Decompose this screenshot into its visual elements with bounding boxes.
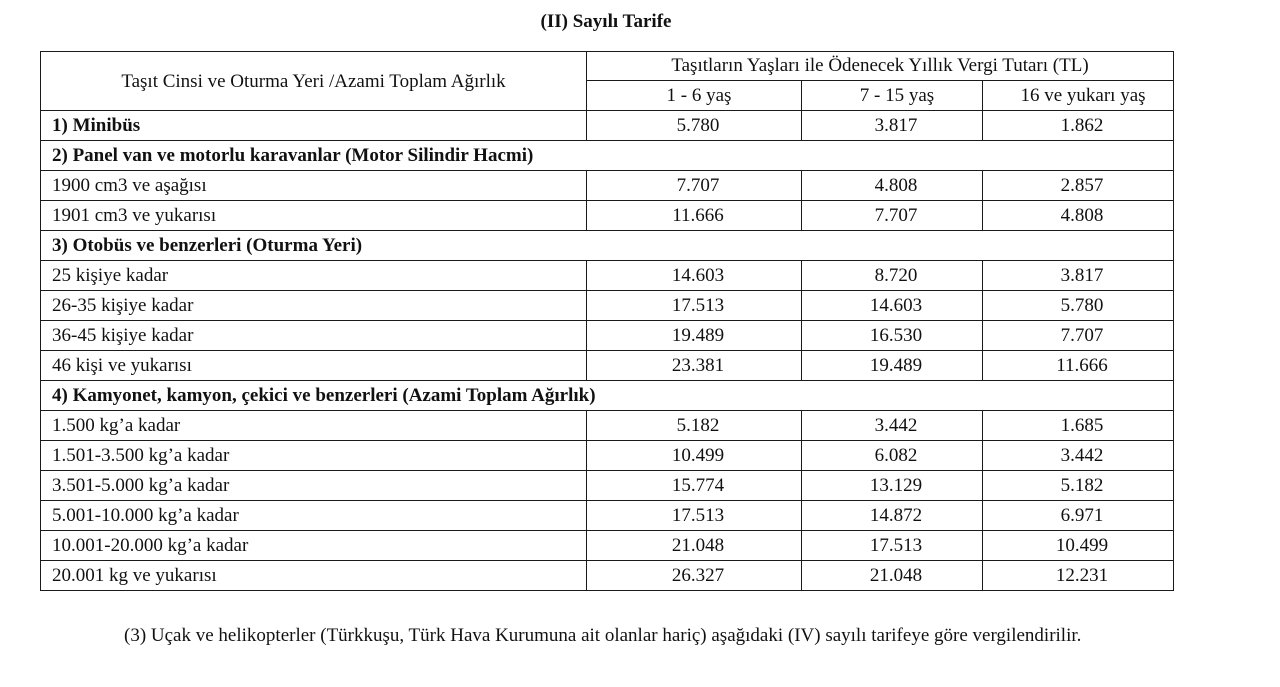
header-age-16-plus: 16 ve yukarı yaş — [983, 81, 1174, 111]
value-16-plus: 11.666 — [983, 351, 1174, 381]
value-16-plus: 1.862 — [983, 111, 1174, 141]
value-1-6: 19.489 — [587, 321, 802, 351]
header-tax-amount-group: Taşıtların Yaşları ile Ödenecek Yıllık Vergi Tutarı (TL) — [587, 52, 1174, 81]
header-age-7-15: 7 - 15 yaş — [802, 81, 983, 111]
value-1-6: 10.499 — [587, 441, 802, 471]
row-label: 26-35 kişiye kadar — [41, 291, 587, 321]
value-1-6: 26.327 — [587, 561, 802, 591]
table-row — [41, 411, 1174, 441]
value-7-15: 14.603 — [802, 291, 983, 321]
value-16-plus: 4.808 — [983, 201, 1174, 231]
value-1-6: 5.182 — [587, 411, 802, 441]
section-heading: 3) Otobüs ve benzerleri (Oturma Yeri) — [41, 231, 1174, 261]
value-1-6: 11.666 — [587, 201, 802, 231]
footnote-paragraph: (3) Uçak ve helikopterler (Türkkuşu, Türk Hava Kurumuna ait olanlar hariç) aşağıdaki (IV) sayılı tarifeye göre vergilendirilir. — [124, 625, 1082, 646]
value-1-6: 17.513 — [587, 291, 802, 321]
table-row — [41, 261, 1174, 291]
row-label: 10.001-20.000 kg’a kadar — [41, 531, 587, 561]
section-heading: 2) Panel van ve motorlu karavanlar (Motor Silindir Hacmi) — [41, 141, 1174, 171]
table-row — [41, 201, 1174, 231]
section-row — [41, 141, 1174, 171]
page-title: (II) Sayılı Tarife — [540, 11, 672, 32]
row-label: 1.500 kg’a kadar — [41, 411, 587, 441]
row-label: 1901 cm3 ve yukarısı — [41, 201, 587, 231]
table-row — [41, 501, 1174, 531]
value-7-15: 6.082 — [802, 441, 983, 471]
section-row — [41, 381, 1174, 411]
table-row — [41, 531, 1174, 561]
table-row — [41, 291, 1174, 321]
table-row — [41, 351, 1174, 381]
value-1-6: 17.513 — [587, 501, 802, 531]
table-row — [41, 441, 1174, 471]
header-age-1-6: 1 - 6 yaş — [587, 81, 802, 111]
value-16-plus: 3.817 — [983, 261, 1174, 291]
value-16-plus: 2.857 — [983, 171, 1174, 201]
table-row — [41, 471, 1174, 501]
value-16-plus: 10.499 — [983, 531, 1174, 561]
value-1-6: 23.381 — [587, 351, 802, 381]
row-label: 1.501-3.500 kg’a kadar — [41, 441, 587, 471]
value-7-15: 16.530 — [802, 321, 983, 351]
row-label: 20.001 kg ve yukarısı — [41, 561, 587, 591]
value-7-15: 21.048 — [802, 561, 983, 591]
tariff-body — [41, 111, 1174, 591]
value-16-plus: 3.442 — [983, 441, 1174, 471]
row-label: 36-45 kişiye kadar — [41, 321, 587, 351]
value-7-15: 4.808 — [802, 171, 983, 201]
value-16-plus: 5.182 — [983, 471, 1174, 501]
table-row — [41, 171, 1174, 201]
value-16-plus: 7.707 — [983, 321, 1174, 351]
value-7-15: 3.817 — [802, 111, 983, 141]
value-1-6: 15.774 — [587, 471, 802, 501]
tariff-table — [40, 51, 1174, 591]
value-16-plus: 1.685 — [983, 411, 1174, 441]
row-label: 1900 cm3 ve aşağısı — [41, 171, 587, 201]
row-label: 46 kişi ve yukarısı — [41, 351, 587, 381]
header-vehicle-type: Taşıt Cinsi ve Oturma Yeri /Azami Toplam Ağırlık — [41, 52, 587, 111]
value-1-6: 21.048 — [587, 531, 802, 561]
value-7-15: 14.872 — [802, 501, 983, 531]
value-16-plus: 6.971 — [983, 501, 1174, 531]
value-7-15: 13.129 — [802, 471, 983, 501]
row-label: 25 kişiye kadar — [41, 261, 587, 291]
header-row-group — [41, 52, 1174, 81]
table-row — [41, 321, 1174, 351]
value-1-6: 7.707 — [587, 171, 802, 201]
row-label: 3.501-5.000 kg’a kadar — [41, 471, 587, 501]
table-row — [41, 111, 1174, 141]
value-7-15: 17.513 — [802, 531, 983, 561]
value-16-plus: 5.780 — [983, 291, 1174, 321]
section-row — [41, 231, 1174, 261]
row-label: 1) Minibüs — [41, 111, 587, 141]
value-7-15: 8.720 — [802, 261, 983, 291]
value-1-6: 5.780 — [587, 111, 802, 141]
value-7-15: 7.707 — [802, 201, 983, 231]
value-16-plus: 12.231 — [983, 561, 1174, 591]
section-heading: 4) Kamyonet, kamyon, çekici ve benzerleri (Azami Toplam Ağırlık) — [41, 381, 1174, 411]
value-7-15: 3.442 — [802, 411, 983, 441]
table-row — [41, 561, 1174, 591]
value-7-15: 19.489 — [802, 351, 983, 381]
value-1-6: 14.603 — [587, 261, 802, 291]
row-label: 5.001-10.000 kg’a kadar — [41, 501, 587, 531]
